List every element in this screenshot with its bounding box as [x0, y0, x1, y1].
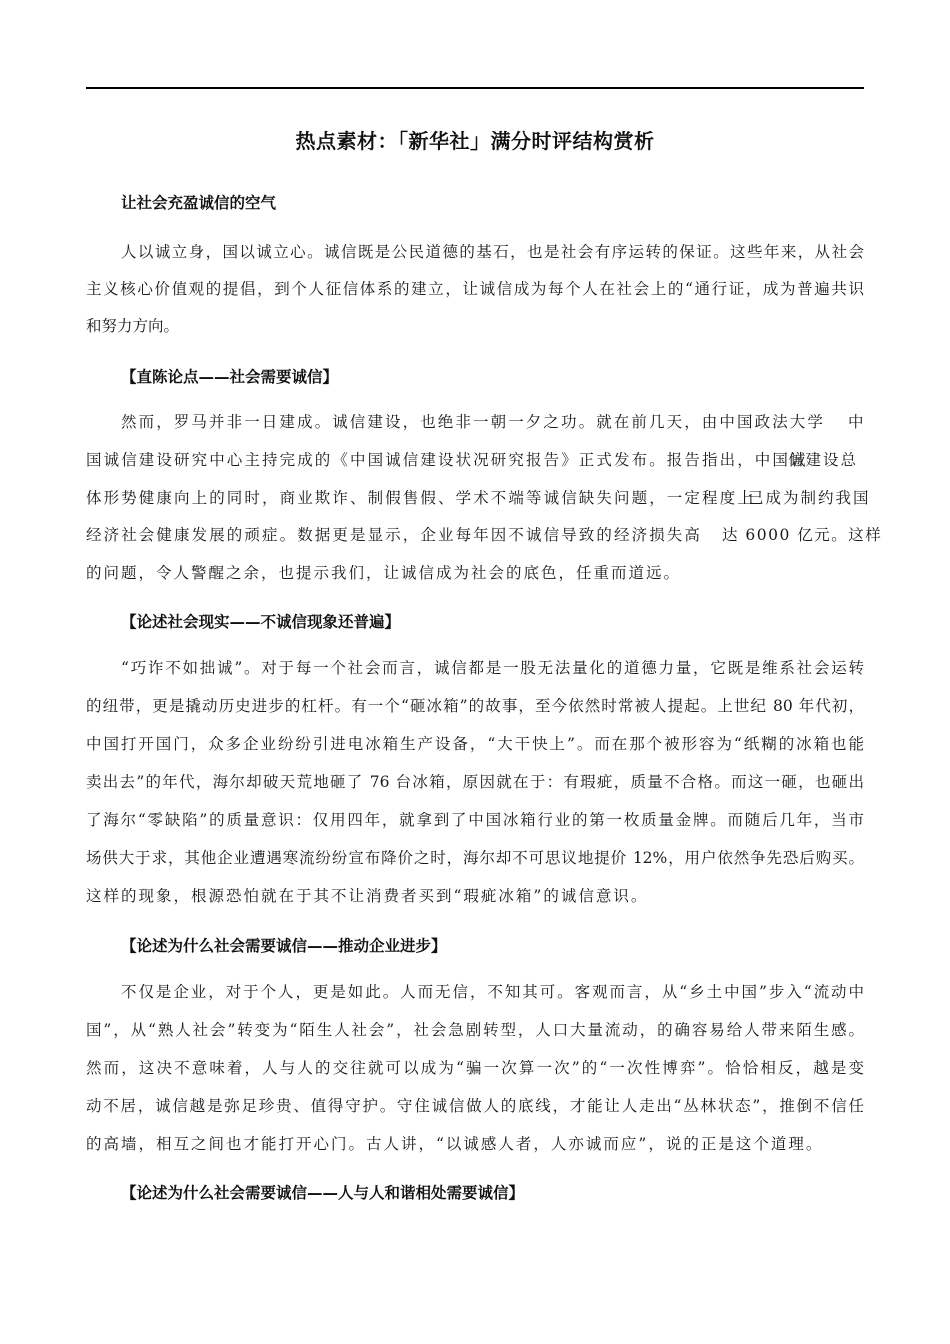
paragraph-line: 人以诚立身，国以诚立心。诚信既是公民道德的基石，也是社会有序运转的保证。这些年来，从社会	[121, 243, 864, 261]
paragraph-line: 和努力方向。	[86, 317, 180, 335]
paragraph-line: 然而，罗马并非一日建成。诚信建设，也绝非一朝一夕之功。就在前几天，由中国政法大学	[121, 413, 826, 431]
paragraph-line: 卖出去”的年代，海尔却破天荒地砸了 76 台冰箱，原因就在于：有瑕疵，质量不合格。而这一砸，也砸出	[86, 773, 864, 791]
document-title: 热点素材：「新华社」满分时评结构赏析	[295, 129, 655, 153]
paragraph-line: 了海尔“零缺陷”的质量意识：仅用四年，就拿到了中国冰箱行业的第一枚质量金牌。而随后几年，当市	[86, 811, 864, 829]
paragraph-line: 的问题，令人警醒之余，也提示我们，让诚信成为社会的底色，任重而道远。	[86, 564, 682, 582]
section-heading: 【直陈论点——社会需要诚信】	[121, 368, 339, 386]
paragraph-line-fragment: 信建设总	[788, 451, 859, 469]
paragraph-line: 的纽带，更是撬动历史进步的杠杆。有一个“砸冰箱”的故事，至今依然时常被人提起。上世纪 80 年代初，	[86, 697, 864, 715]
section-heading: 【论述为什么社会需要诚信——人与人和谐相处需要诚信】	[121, 1184, 525, 1202]
paragraph-line: 然而，这决不意味着，人与人的交往就可以成为“骗一次算一次”的“一次性博弈”。恰恰相反，越是变	[86, 1059, 864, 1077]
paragraph-line: “巧诈不如拙诚”。对于每一个社会而言，诚信都是一股无法量化的道德力量，它既是维系社会运转	[121, 659, 864, 677]
section-heading: 【论述为什么社会需要诚信——推动企业进步】	[121, 937, 447, 955]
header-rule	[86, 87, 864, 89]
paragraph-line-fragment: 中	[848, 413, 864, 431]
paragraph-line: 经济社会健康发展的顽症。数据更是显示，企业每年因不诚信导致的经济损失高	[86, 526, 703, 544]
section-heading: 【论述社会现实——不诚信现象还普遍】	[121, 613, 401, 631]
paragraph-line: 国”，从“熟人社会”转变为“陌生人社会”，社会急剧转型，人口大量流动，的确容易给人带来陌生感。	[86, 1021, 864, 1039]
paragraph-line: 主义核心价值观的提倡，到个人征信体系的建立，让诚信成为每个人在社会上的“通行证，成为普遍共识	[86, 280, 864, 298]
paragraph-line: 国诚信建设研究中心主持完成的《中国诚信建设状况研究报告》正式发布。报告指出，中国诚	[86, 451, 808, 469]
paragraph-line: 不仅是企业，对于个人，更是如此。人而无信，不知其可。客观而言，从“乡土中国”步入“流动中	[121, 983, 864, 1001]
essay-title: 让社会充盈诚信的空气	[121, 194, 277, 212]
paragraph-line: 中国打开国门，众多企业纷纷引进电冰箱生产设备，“大干快上”。而在那个被形容为“纸糊的冰箱也能	[86, 735, 864, 753]
paragraph-line: 场供大于求，其他企业遭遇寒流纷纷宣布降价之时，海尔却不可思议地提价 12%，用户依然争先恐后购买。	[86, 849, 864, 867]
paragraph-line: 这样的现象，根源恐怕就在于其不让消费者买到“瑕疵冰箱”的诚信意识。	[86, 887, 649, 905]
paragraph-line: 体形势健康向上的同时，商业欺诈、制假售假、学术不端等诚信缺失问题，一定程度上	[86, 489, 755, 507]
paragraph-line: 的高墙，相互之间也才能打开心门。古人讲，“以诚感人者，人亦诚而应”，说的正是这个道理。	[86, 1135, 824, 1153]
paragraph-line-fragment: 已成为制约我国	[748, 489, 871, 507]
paragraph-line-fragment: 达 6000 亿元。这样	[722, 526, 883, 544]
paragraph-line: 动不居，诚信越是弥足珍贵、值得守护。守住诚信做人的底线，才能让人走出“丛林状态”，推倒不信任	[86, 1097, 864, 1115]
